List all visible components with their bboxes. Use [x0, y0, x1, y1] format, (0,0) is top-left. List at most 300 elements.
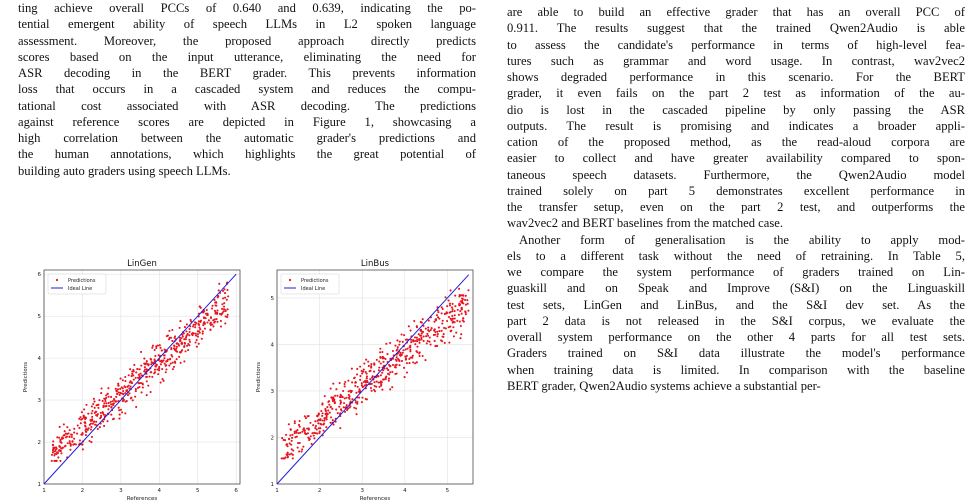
prediction-point [370, 387, 372, 389]
prediction-point [137, 387, 139, 389]
prediction-point [351, 398, 353, 400]
prediction-point [420, 321, 422, 323]
prediction-point [198, 320, 200, 322]
prediction-point [332, 419, 334, 421]
prediction-point [441, 340, 443, 342]
prediction-point [321, 404, 323, 406]
prediction-point [398, 344, 400, 346]
prediction-point [173, 344, 175, 346]
prediction-point [169, 337, 171, 339]
prediction-point [396, 339, 398, 341]
prediction-point [294, 420, 296, 422]
prediction-point [382, 379, 384, 381]
prediction-point [326, 406, 328, 408]
prediction-point [174, 361, 176, 363]
prediction-point [55, 460, 57, 462]
prediction-point [52, 450, 54, 452]
prediction-point [133, 379, 135, 381]
prediction-point [319, 418, 321, 420]
prediction-point [348, 395, 350, 397]
prediction-point [355, 407, 357, 409]
right-column [507, 4, 965, 394]
prediction-point [129, 368, 131, 370]
prediction-point [281, 437, 283, 439]
prediction-point [209, 328, 211, 330]
prediction-point [315, 425, 317, 427]
prediction-point [416, 346, 418, 348]
prediction-point [316, 415, 318, 417]
prediction-point [408, 362, 410, 364]
prediction-point [462, 317, 464, 319]
prediction-point [327, 401, 329, 403]
prediction-point [455, 332, 457, 334]
prediction-point [165, 368, 167, 370]
prediction-point [312, 424, 314, 426]
prediction-point [195, 335, 197, 337]
text-line: the human annotations, which highlights the great potential of [18, 147, 476, 162]
prediction-point [73, 432, 75, 434]
prediction-point [451, 306, 453, 308]
prediction-point [90, 441, 92, 443]
lingen-legend [48, 274, 106, 294]
prediction-point [453, 335, 455, 337]
prediction-point [188, 344, 190, 346]
prediction-point [291, 437, 293, 439]
prediction-point [160, 363, 162, 365]
prediction-point [458, 288, 460, 290]
prediction-point [467, 310, 469, 312]
prediction-point [448, 342, 450, 344]
text-line: 0.911. The results suggest that the trained Qwen2Audio is able [507, 21, 965, 36]
prediction-point [333, 424, 335, 426]
prediction-point [73, 438, 75, 440]
prediction-point [115, 388, 117, 390]
prediction-point [396, 349, 398, 351]
prediction-point [223, 306, 225, 308]
prediction-point [137, 368, 139, 370]
y-tick-label: 6 [37, 272, 41, 279]
prediction-point [287, 456, 289, 458]
prediction-point [197, 336, 199, 338]
prediction-point [82, 448, 84, 450]
prediction-point [130, 397, 132, 399]
prediction-point [227, 314, 229, 316]
prediction-point [379, 351, 381, 353]
prediction-point [329, 422, 331, 424]
prediction-point [385, 343, 387, 345]
left-column [18, 0, 476, 179]
prediction-point [428, 330, 430, 332]
prediction-point [433, 329, 435, 331]
prediction-point [294, 422, 296, 424]
prediction-point [194, 326, 196, 328]
prediction-point [355, 381, 357, 383]
prediction-point [159, 344, 161, 346]
text-line: BERT grader, Qwen2Audio systems achieve a substantial per- [507, 378, 821, 393]
text-line: guaskill and on Speak and Improve (S&I) on the Linguaskill [507, 281, 965, 296]
prediction-point [56, 447, 58, 449]
prediction-point [366, 380, 368, 382]
prediction-point [409, 346, 411, 348]
prediction-point [398, 360, 400, 362]
text-line: tational cost associated with ASR decoding. The predictions [18, 98, 476, 113]
prediction-point [61, 436, 63, 438]
prediction-point [335, 408, 337, 410]
prediction-point [104, 405, 106, 407]
prediction-point [146, 360, 148, 362]
prediction-point [294, 432, 296, 434]
prediction-point [373, 363, 375, 365]
prediction-point [140, 351, 142, 353]
prediction-point [91, 412, 93, 414]
prediction-point [105, 394, 107, 396]
prediction-point [135, 377, 137, 379]
prediction-point [179, 352, 181, 354]
prediction-point [391, 371, 393, 373]
prediction-point [458, 304, 460, 306]
y-tick-label: 5 [37, 314, 41, 321]
prediction-point [286, 443, 288, 445]
prediction-point [403, 334, 405, 336]
prediction-point [202, 324, 204, 326]
prediction-point [113, 418, 115, 420]
prediction-point [371, 390, 373, 392]
prediction-point [143, 362, 145, 364]
text-line: we compare the system performance of graders trained on Lin- [507, 265, 965, 279]
prediction-point [408, 325, 410, 327]
prediction-point [365, 359, 367, 361]
prediction-point [91, 416, 93, 418]
prediction-point [322, 412, 324, 414]
prediction-point [340, 408, 342, 410]
prediction-point [188, 328, 190, 330]
prediction-point [155, 366, 157, 368]
prediction-point [186, 345, 188, 347]
prediction-point [454, 317, 456, 319]
prediction-point [423, 340, 425, 342]
prediction-point [339, 427, 341, 429]
prediction-point [189, 341, 191, 343]
prediction-point [407, 348, 409, 350]
prediction-point [344, 397, 346, 399]
prediction-point [121, 411, 123, 413]
prediction-point [73, 443, 75, 445]
prediction-point [147, 385, 149, 387]
x-tick-label: 4 [403, 488, 407, 494]
prediction-point [165, 365, 167, 367]
prediction-point [406, 371, 408, 373]
prediction-point [100, 412, 102, 414]
prediction-point [351, 368, 353, 370]
y-tick-label: 3 [270, 388, 274, 395]
prediction-point [405, 359, 407, 361]
prediction-point [395, 373, 397, 375]
prediction-point [302, 446, 304, 448]
prediction-point [460, 333, 462, 335]
prediction-point [201, 338, 203, 340]
prediction-point [196, 346, 198, 348]
prediction-point [61, 442, 63, 444]
prediction-point [85, 417, 87, 419]
prediction-point [346, 397, 348, 399]
prediction-point [169, 358, 171, 360]
prediction-point [94, 424, 96, 426]
prediction-point [216, 313, 218, 315]
prediction-point [387, 369, 389, 371]
prediction-point [420, 335, 422, 337]
prediction-point [363, 369, 365, 371]
prediction-point [154, 349, 156, 351]
prediction-point [401, 360, 403, 362]
prediction-point [348, 407, 350, 409]
prediction-point [392, 364, 394, 366]
prediction-point [139, 373, 141, 375]
prediction-point [441, 330, 443, 332]
prediction-point [216, 310, 218, 312]
prediction-point [359, 375, 361, 377]
y-tick-label: 3 [37, 398, 41, 405]
prediction-point [318, 432, 320, 434]
prediction-point [330, 416, 332, 418]
linbus-legend [281, 274, 339, 294]
prediction-point [94, 407, 96, 409]
prediction-point [399, 352, 401, 354]
prediction-point [197, 330, 199, 332]
prediction-point [297, 442, 299, 444]
prediction-point [133, 370, 135, 372]
prediction-point [97, 428, 99, 430]
prediction-point [309, 438, 311, 440]
prediction-point [119, 394, 121, 396]
prediction-point [154, 359, 156, 361]
prediction-point [90, 423, 92, 425]
prediction-point [420, 338, 422, 340]
prediction-point [172, 368, 174, 370]
prediction-point [128, 374, 130, 376]
prediction-point [207, 313, 209, 315]
x-tick-label: 5 [195, 488, 200, 494]
prediction-point [165, 371, 167, 373]
prediction-point [414, 343, 416, 345]
prediction-point [64, 430, 66, 432]
prediction-point [421, 333, 423, 335]
prediction-point [348, 398, 350, 400]
prediction-point [403, 367, 405, 369]
prediction-point [367, 361, 369, 363]
prediction-point [183, 338, 185, 340]
text-line: the transfer setup, even on the part 2 test, and outperforms the [507, 200, 965, 214]
prediction-point [97, 407, 99, 409]
prediction-point [194, 341, 196, 343]
prediction-point [369, 378, 371, 380]
prediction-point [204, 328, 206, 330]
prediction-point [125, 389, 127, 391]
prediction-point [429, 336, 431, 338]
prediction-point [411, 356, 413, 358]
text-line: overall system performance on the other 4 parts for all test sets. [507, 330, 965, 344]
prediction-point [387, 373, 389, 375]
prediction-point [299, 432, 301, 434]
prediction-point [452, 308, 454, 310]
prediction-point [389, 388, 391, 390]
prediction-point [330, 406, 332, 408]
prediction-point [313, 437, 315, 439]
prediction-point [311, 443, 313, 445]
prediction-point [199, 306, 201, 308]
prediction-point [185, 330, 187, 332]
prediction-point [176, 343, 178, 345]
lingen-y-axis-label: Predictions [23, 361, 29, 393]
prediction-point [416, 337, 418, 339]
prediction-point [452, 322, 454, 324]
prediction-point [461, 307, 463, 309]
prediction-point [218, 289, 220, 291]
figure-1 [18, 256, 483, 504]
prediction-point [108, 396, 110, 398]
legend-marker-predictions [56, 279, 58, 281]
text-line: are able to build an effective grader that has an overall PCC of [507, 5, 965, 19]
prediction-point [322, 424, 324, 426]
prediction-point [376, 381, 378, 383]
prediction-point [309, 422, 311, 424]
prediction-point [162, 380, 164, 382]
prediction-point [285, 434, 287, 436]
prediction-point [217, 296, 219, 298]
prediction-point [69, 449, 71, 451]
prediction-point [381, 389, 383, 391]
prediction-point [194, 321, 196, 323]
prediction-point [180, 362, 182, 364]
prediction-point [361, 372, 363, 374]
prediction-point [178, 356, 180, 358]
prediction-point [317, 420, 319, 422]
scatter-chart-lingen [18, 256, 244, 504]
prediction-point [174, 337, 176, 339]
prediction-point [423, 335, 425, 337]
prediction-point [420, 330, 422, 332]
text-line: grader, it even fails on the part 2 test as information of the au- [507, 86, 965, 101]
prediction-point [320, 423, 322, 425]
text-line: taneous speech datasets. Furthermore, the Qwen2Audio model [507, 167, 965, 182]
text-line: scores based on the input utterance, eliminating the need for [18, 49, 476, 64]
prediction-point [119, 388, 121, 390]
prediction-point [297, 447, 299, 449]
prediction-point [210, 324, 212, 326]
prediction-point [321, 419, 323, 421]
prediction-point [123, 399, 125, 401]
prediction-point [83, 415, 85, 417]
text-line: part 2 data is not released in the S&I corpus, we evaluate the [507, 313, 965, 328]
legend-marker-predictions [289, 279, 291, 281]
prediction-point [389, 365, 391, 367]
x-tick-label: 6 [234, 488, 238, 494]
lingen-x-axis-label: References [126, 496, 158, 502]
prediction-point [176, 346, 178, 348]
prediction-point [291, 440, 293, 442]
prediction-point [327, 413, 329, 415]
prediction-point [100, 392, 102, 394]
prediction-point [150, 371, 152, 373]
prediction-point [450, 289, 452, 291]
prediction-point [451, 315, 453, 317]
prediction-point [216, 321, 218, 323]
prediction-point [202, 333, 204, 335]
prediction-point [223, 288, 225, 290]
prediction-point [454, 295, 456, 297]
prediction-point [356, 368, 358, 370]
prediction-point [376, 359, 378, 361]
prediction-point [284, 439, 286, 441]
prediction-point [324, 395, 326, 397]
prediction-point [290, 429, 292, 431]
prediction-point [140, 365, 142, 367]
prediction-point [79, 439, 81, 441]
prediction-point [95, 421, 97, 423]
prediction-point [215, 318, 217, 320]
prediction-point [389, 342, 391, 344]
prediction-point [67, 442, 69, 444]
prediction-point [115, 396, 117, 398]
prediction-point [308, 429, 310, 431]
prediction-point [331, 397, 333, 399]
prediction-point [357, 386, 359, 388]
x-tick-label: 2 [317, 488, 322, 494]
prediction-point [64, 445, 66, 447]
prediction-point [465, 312, 467, 314]
prediction-point [118, 409, 120, 411]
prediction-point [380, 374, 382, 376]
text-line: easier to collect and have greater availability compared to spon- [507, 151, 965, 166]
prediction-point [91, 418, 93, 420]
prediction-point [122, 390, 124, 392]
prediction-point [208, 319, 210, 321]
y-tick-label: 5 [270, 295, 274, 302]
prediction-point [224, 309, 226, 311]
prediction-point [213, 322, 215, 324]
prediction-point [184, 326, 186, 328]
prediction-point [170, 363, 172, 365]
prediction-point [462, 295, 464, 297]
prediction-point [158, 369, 160, 371]
prediction-point [366, 377, 368, 379]
prediction-point [369, 370, 371, 372]
prediction-point [56, 436, 58, 438]
prediction-point [196, 339, 198, 341]
prediction-point [90, 426, 92, 428]
prediction-point [406, 355, 408, 357]
prediction-point [286, 445, 288, 447]
prediction-point [141, 391, 143, 393]
prediction-point [414, 336, 416, 338]
prediction-point [69, 429, 71, 431]
prediction-point [425, 328, 427, 330]
prediction-point [126, 400, 128, 402]
prediction-point [454, 314, 456, 316]
prediction-point [313, 432, 315, 434]
prediction-point [146, 368, 148, 370]
prediction-point [185, 350, 187, 352]
prediction-point [342, 396, 344, 398]
prediction-point [52, 447, 54, 449]
prediction-point [304, 415, 306, 417]
prediction-point [139, 375, 141, 377]
prediction-point [459, 310, 461, 312]
prediction-point [441, 322, 443, 324]
text-line: building auto graders using speech LLMs. [18, 163, 231, 178]
prediction-point [386, 353, 388, 355]
prediction-point [409, 329, 411, 331]
text-line: tures such as grammar and word usage. In contrast, wav2vec2 [507, 53, 965, 68]
